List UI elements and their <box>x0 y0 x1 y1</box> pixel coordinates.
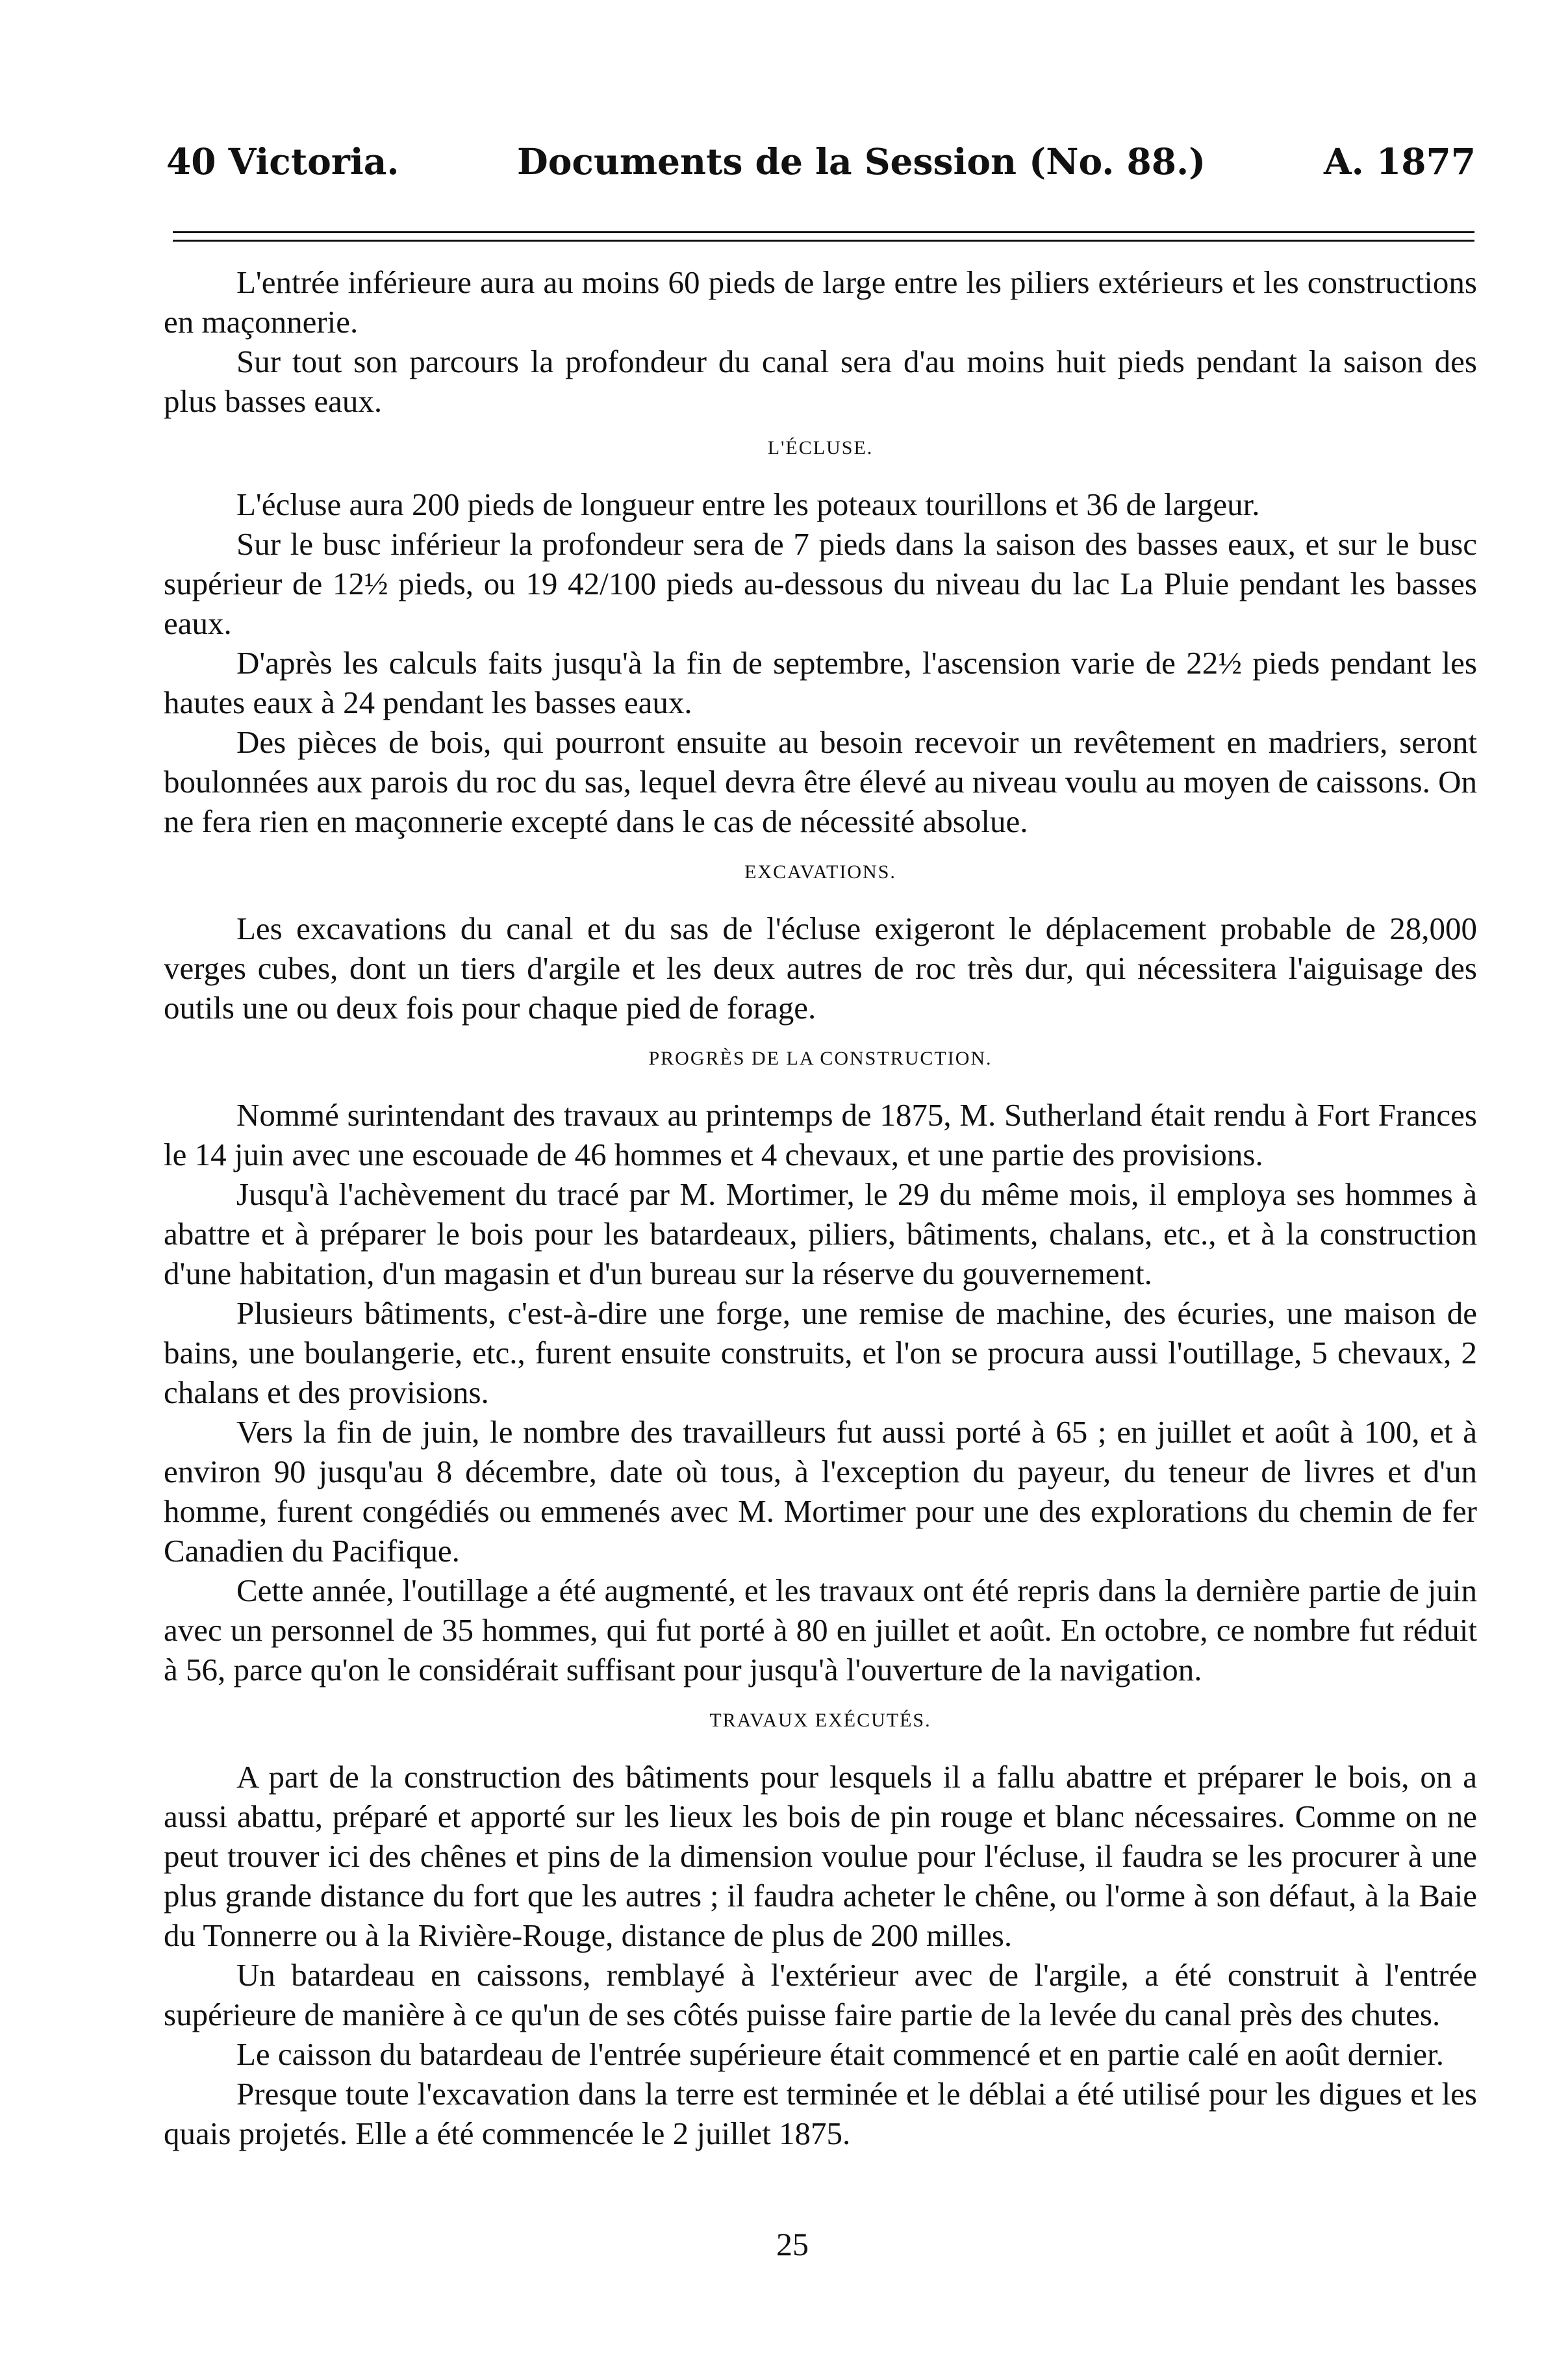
running-header <box>166 140 1476 199</box>
section-heading-ecluse: L'ÉCLUSE. <box>767 437 874 459</box>
paragraph: Plusieurs bâtiments, c'est-à-dire une forge, une remise de machine, des écuries, une maison de bains, une boulangerie, etc., furent ensuite construits, et l'on se procura aussi l'outillage, 5 chevaux, 2 chalans et des provisions. <box>164 1295 1477 1410</box>
paragraph: D'après les calculs faits jusqu'à la fin de septembre, l'ascension varie de 22½ pieds pendant les hautes eaux à 24 pendant les basses eaux. <box>164 645 1477 720</box>
page-number: 25 <box>776 2226 809 2262</box>
paragraph: Presque toute l'excavation dans la terre est terminée et le déblai a été utilisé pour les digues et les quais projetés. Elle a été commencée le 2 juillet 1875. <box>164 2076 1477 2151</box>
paragraph: Sur le busc inférieur la profondeur sera de 7 pieds dans la saison des basses eaux, et sur le busc supérieur de 12½ pieds, ou 19 42/100 pieds au-dessous du niveau du lac La Pluie pendant les basses eaux. <box>164 526 1477 641</box>
paragraph: Jusqu'à l'achèvement du tracé par M. Mortimer, le 29 du même mois, il employa ses hommes à abattre et à préparer le bois pour les batardeaux, piliers, bâtiments, chalans, etc., et à la construction d'une habitation, d'un magasin et d'un bureau sur la réserve du gouvernement. <box>164 1176 1477 1291</box>
header-title: Documents de la Session (No. 88.) <box>517 140 1206 183</box>
header-year: A. 1877 <box>1323 140 1476 183</box>
paragraph: Les excavations du canal et du sas de l'écluse exigeront le déplacement probable de 28,000 verges cubes, dont un tiers d'argile et les deux autres de roc très dur, qui nécessitera l'aiguisage des outils une ou deux fois pour chaque pied de forage. <box>164 911 1477 1026</box>
section-heading-excavations: EXCAVATIONS. <box>744 861 896 883</box>
paragraph: Des pièces de bois, qui pourront ensuite au besoin recevoir un revêtement en madriers, seront boulonnées aux parois du roc du sas, lequel devra être élevé au niveau voulu au moyen de caissons. On ne fera rien en maçonnerie excepté dans le cas de nécessité absolue. <box>164 724 1477 839</box>
page-body <box>164 262 1477 2153</box>
paragraph: L'écluse aura 200 pieds de longueur entre les poteaux tourillons et 36 de largeur. <box>236 487 1260 522</box>
paragraph: Un batardeau en caissons, remblayé à l'extérieur avec de l'argile, a été construit à l'entrée supérieure de manière à ce qu'un de ses côtés puisse faire partie de la levée du canal près des chutes. <box>164 1957 1477 2032</box>
paragraph: Le caisson du batardeau de l'entrée supérieure était commencé et en partie calé en août dernier. <box>236 2036 1445 2072</box>
header-volume: 40 Victoria. <box>166 140 399 183</box>
section-heading-travaux: TRAVAUX EXÉCUTÉS. <box>709 1710 931 1731</box>
paragraph: Sur tout son parcours la profondeur du canal sera d'au moins huit pieds pendant la saison des plus basses eaux. <box>164 344 1477 419</box>
paragraph: Nommé surintendant des travaux au printemps de 1875, M. Sutherland était rendu à Fort Frances le 14 juin avec une escouade de 46 hommes et 4 chevaux, et une partie des provisions. <box>164 1097 1477 1172</box>
section-heading-progres: PROGRÈS DE LA CONSTRUCTION. <box>648 1048 993 1069</box>
paragraph: Vers la fin de juin, le nombre des travailleurs fut aussi porté à 65 ; en juillet et août à 100, et à environ 90 jusqu'au 8 décembre, date où tous, à l'exception du payeur, du teneur de livres et d'un homme, furent congédiés ou emmenés avec M. Mortimer pour une des explorations du chemin de fer Canadien du Pacifique. <box>164 1414 1477 1569</box>
header-rule <box>173 231 1474 242</box>
paragraph: L'entrée inférieure aura au moins 60 pieds de large entre les piliers extérieurs et les constructions en maçonnerie. <box>164 264 1477 340</box>
paragraph: Cette année, l'outillage a été augmenté, et les travaux ont été repris dans la dernière partie de juin avec un personnel de 35 hommes, qui fut porté à 80 en juillet et août. En octobre, ce nombre fut réduit à 56, parce qu'on le considérait suffisant pour jusqu'à l'ouverture de la navigation. <box>164 1573 1477 1687</box>
paragraph: A part de la construction des bâtiments pour lesquels il a fallu abattre et préparer le bois, on a aussi abattu, préparé et apporté sur les lieux les bois de pin rouge et blanc nécessaires. Comme on ne peut trouver ici des chênes et pins de la dimension voulue pour l'écluse, il faudra se les procurer à une plus grande distance du fort que les autres ; il faudra acheter le chêne, ou l'orme à son défaut, à la Baie du Tonnerre ou à la Rivière-Rouge, distance de plus de 200 milles. <box>164 1759 1477 1953</box>
